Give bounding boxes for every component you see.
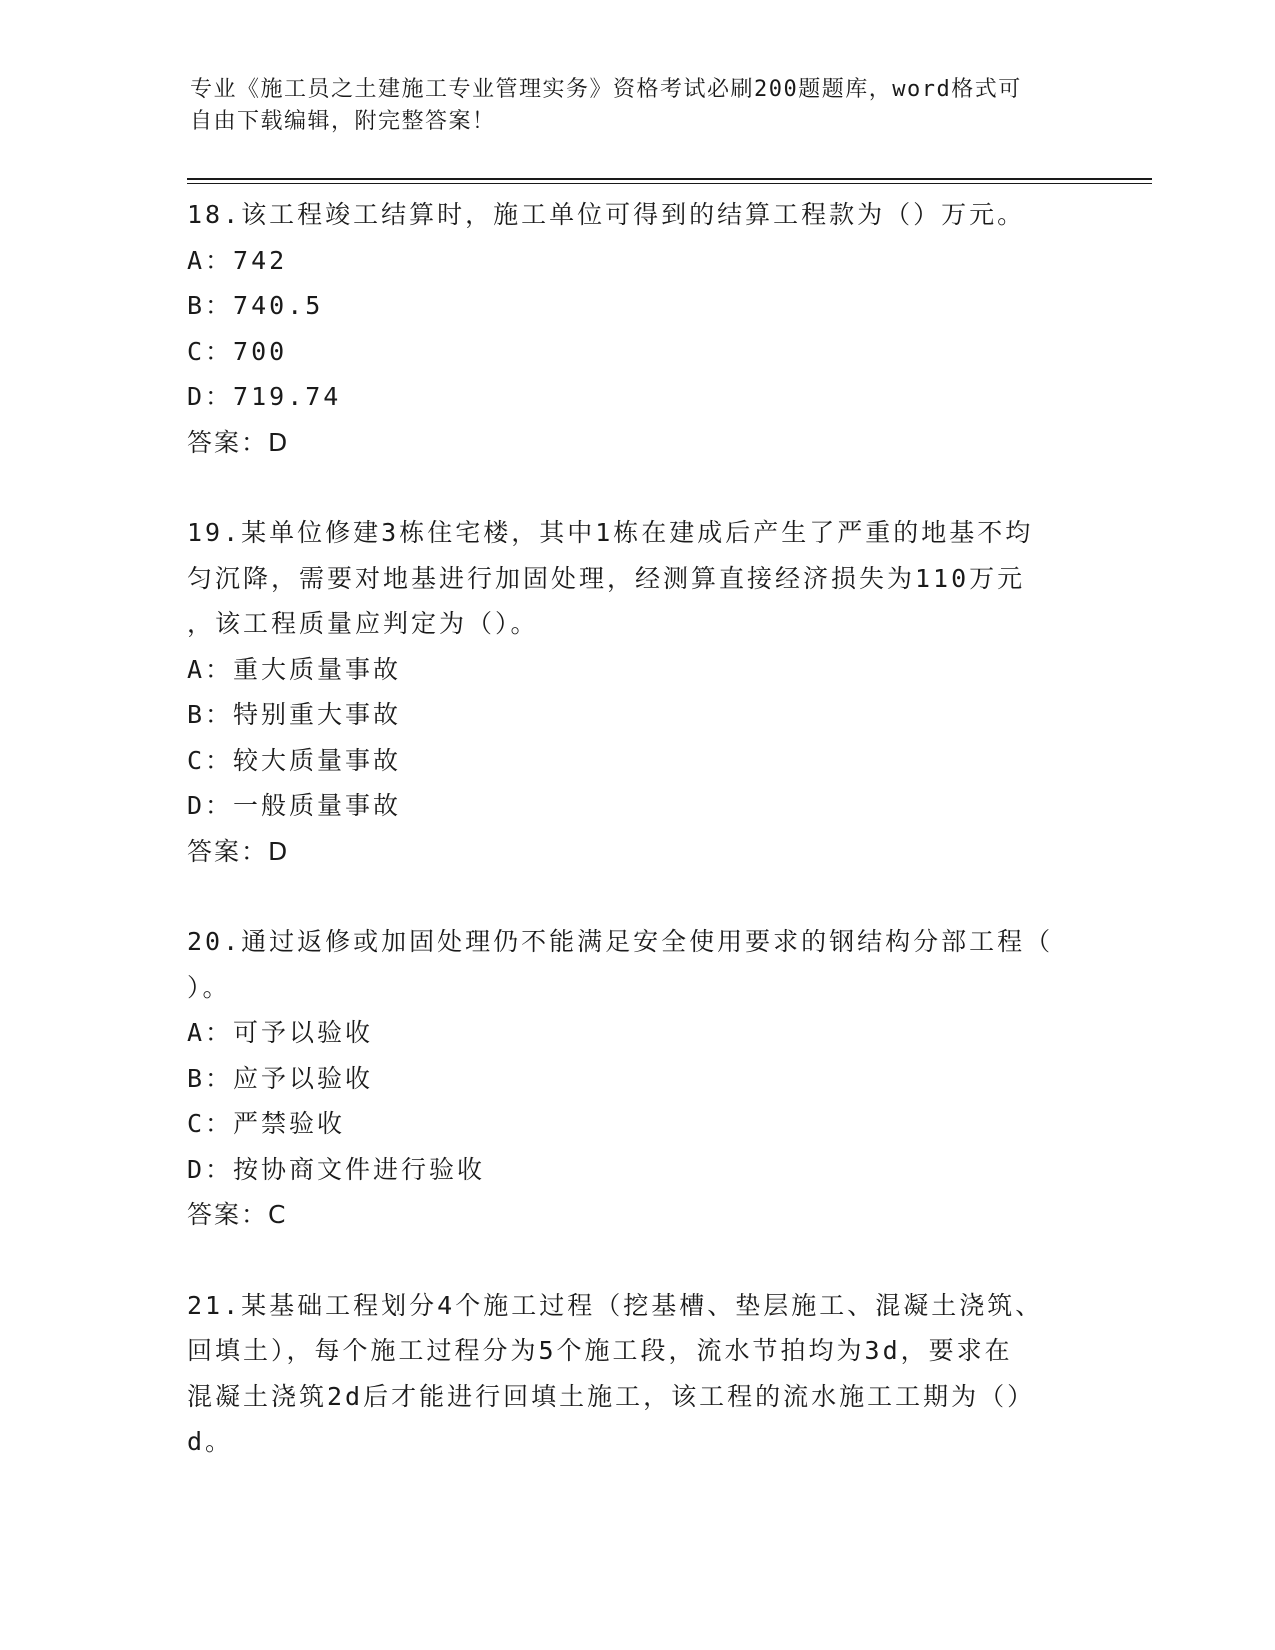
document-header [190, 74, 1090, 138]
stem-line: ，该工程质量应判定为（）。 [187, 609, 539, 638]
question-list [187, 192, 1087, 1510]
stem-line: 混凝土浇筑2d后才能进行回填土施工，该工程的流水施工工期为（） [187, 1381, 1036, 1411]
question-stem [187, 919, 1087, 1010]
stem-line: 21.某基础工程划分4个施工过程（挖基槽、垫层施工、混凝土浇筑、 [187, 1290, 1044, 1320]
option-a: A：742 [187, 245, 288, 275]
option-c: C：700 [187, 336, 288, 366]
header-divider-thick [187, 178, 1152, 180]
option-c: C：较大质量事故 [187, 745, 402, 775]
option-b: B：特别重大事故 [187, 700, 402, 729]
header-line-1: 专业《施工员之土建施工专业管理实务》资格考试必刷200题题库，word格式可 [190, 77, 1022, 102]
option-d: D：一般质量事故 [187, 791, 402, 820]
stem-line: 18.该工程竣工结算时，施工单位可得到的结算工程款为（）万元。 [187, 200, 1026, 229]
question-19 [187, 510, 1087, 874]
stem-line: 19.某单位修建3栋住宅楼，其中1栋在建成后产生了严重的地基不均 [187, 518, 1034, 547]
option-b: B：应予以验收 [187, 1063, 374, 1093]
question-20 [187, 919, 1087, 1238]
header-line-2: 自由下载编辑，附完整答案！ [190, 109, 496, 134]
answer-line: 答案：D [187, 836, 290, 866]
question-stem [187, 1283, 1087, 1465]
option-a: A：可予以验收 [187, 1018, 374, 1047]
question-21 [187, 1283, 1087, 1465]
question-stem [187, 510, 1087, 647]
option-d: D：719.74 [187, 382, 342, 411]
header-divider-thin [187, 183, 1152, 184]
stem-line: 回填土），每个施工过程分为5个施工段，流水节拍均为3d，要求在 [187, 1336, 1013, 1365]
answer-line: 答案：D [187, 427, 290, 457]
question-18 [187, 192, 1087, 465]
option-c: C：严禁验收 [187, 1109, 346, 1138]
option-b: B：740.5 [187, 291, 324, 320]
stem-line: 20.通过返修或加固处理仍不能满足安全使用要求的钢结构分部工程（ [187, 927, 1054, 956]
stem-line: 匀沉降，需要对地基进行加固处理，经测算直接经济损失为110万元 [187, 563, 1026, 593]
stem-line: d。 [187, 1427, 234, 1456]
stem-line: ）。 [187, 972, 231, 1002]
question-stem [187, 192, 1087, 238]
option-d: D：按协商文件进行验收 [187, 1154, 486, 1184]
answer-line: 答案：C [187, 1200, 288, 1229]
option-a: A：重大质量事故 [187, 654, 402, 684]
